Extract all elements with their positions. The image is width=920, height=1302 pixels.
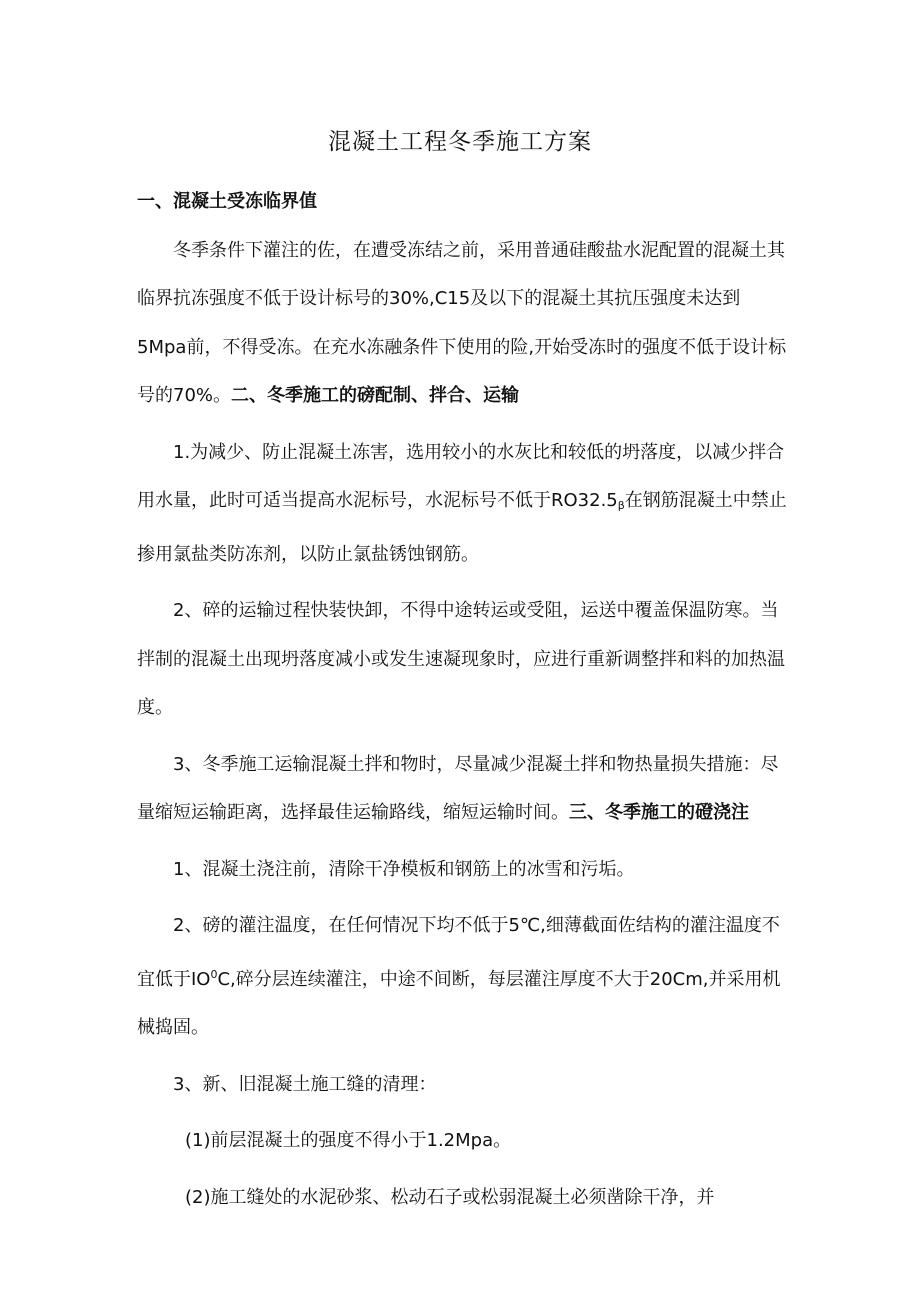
paragraph-mix-1-text-b: 在钢筋混凝土中禁止掺用氯盐类防冻剂，以防止氯盐锈蚀钢筋。 — [137, 490, 787, 565]
paragraph-pour-3-sub-1: (1)前层混凝土的强度不得小于1.2Mpa。 — [185, 1130, 512, 1151]
paragraph-pour-2-text-a: 2、磅的灌注温度，在任何情况下均不低于5℃,细薄截面佐结构的灌注温度不宜低于IO — [137, 915, 780, 990]
paragraph-mix-3 — [137, 741, 787, 838]
paragraph-critical-value — [137, 227, 787, 421]
paragraph-pour-2-superscript: 0 — [210, 967, 218, 981]
paragraph-critical-value-text: 冬季条件下灌注的佐，在遭受冻结之前，采用普通硅酸盐水泥配置的混凝土其临界抗冻强度不低于设计标号的30%,C15及以下的混凝土其抗压强度未达到5Mpa前，不得受冻。在充水冻融条件下使用的险,开始受冻时的强度不低于设计标号的70%。 — [137, 239, 787, 406]
paragraph-pour-1: 1、混凝土浇注前，清除干净模板和钢筋上的冰雪和污垢。 — [173, 858, 635, 880]
document-body — [137, 178, 787, 1222]
paragraph-mix-1-text-a: 1.为减少、防止混凝土冻害，选用较小的水灰比和较低的坍落度，以减少拌合用水量，此时可适当提高水泥标号，水泥标号不低于RO32.5 — [137, 441, 785, 511]
paragraph-pour-2 — [137, 902, 787, 1053]
document-title: 混凝土工程冬季施工方案 — [328, 129, 592, 155]
section-heading-2: 二、冬季施工的磅配制、拌合、运输 — [231, 385, 520, 406]
paragraph-pour-3-sub-2: (2)施工缝处的水泥砂浆、松动石子或松弱混凝土必须凿除干净，并 — [185, 1186, 715, 1208]
paragraph-mix-2: 2、碎的运输过程快装快卸，不得中途转运或受阻，运送中覆盖保温防寒。当拌制的混凝土出现坍落度减小或发生速凝现象时，应进行重新调整拌和料的加热温度。 — [137, 600, 785, 718]
paragraph-pour-2-text-b: C,碎分层连续灌注，中途不间断，每层灌注厚度不大于20Cm,并采用机械捣固。 — [137, 968, 781, 1038]
paragraph-pour-3: 3、新、旧混凝土施工缝的清理： — [173, 1073, 437, 1095]
section-heading-1: 一、混凝土受冻临界值 — [137, 191, 317, 212]
paragraph-mix-1-subscript: β — [617, 499, 625, 512]
paragraph-mix-1 — [137, 429, 787, 580]
paragraph-mix-3-text: 3、冬季施工运输混凝土拌和物时，尽量减少混凝土拌和物热量损失措施：尽量缩短运输距离，选择最佳运输路线，缩短运输时间。 — [137, 753, 779, 823]
section-heading-3: 三、冬季施工的磴浇注 — [569, 802, 749, 823]
